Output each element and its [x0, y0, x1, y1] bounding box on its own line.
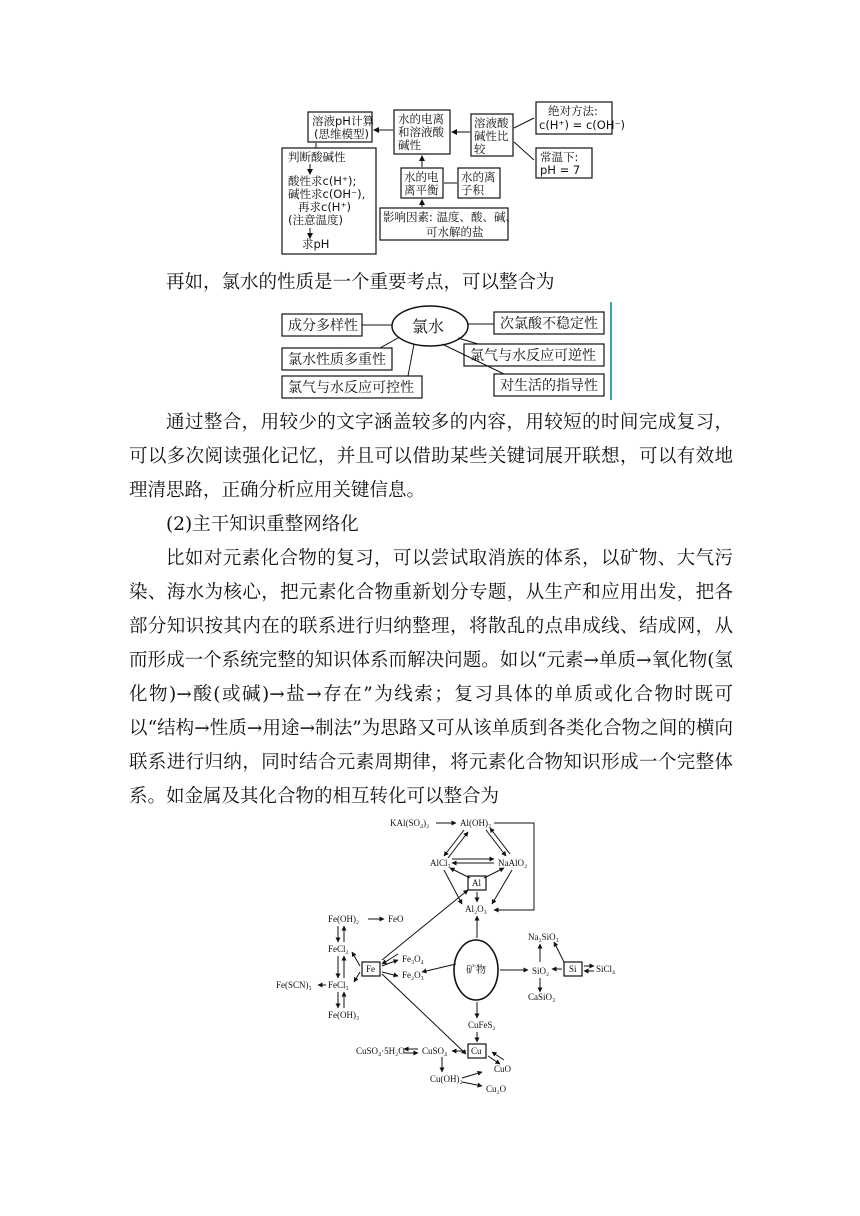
label-sicl4: SiCl₄ — [596, 964, 616, 974]
label-life-guidance: 对生活的指导性 — [500, 378, 598, 394]
label-cufes2: CuFeS₂ — [468, 1020, 496, 1030]
label-fe-scn3: Fe(SCN)₃ — [276, 980, 312, 990]
box-judge-line5: (注意温度) — [288, 213, 343, 227]
box-room-temp-line2: pH = 7 — [540, 163, 581, 177]
box-compare-line1: 溶液酸 — [474, 116, 509, 130]
label-cuso4-5h2o: CuSO₄·5H₂O — [356, 1046, 405, 1056]
chlorine-water-label: 氯水 — [412, 317, 445, 336]
label-property-multiplicity: 氯水性质多重性 — [288, 352, 386, 368]
label-cu: Cu — [471, 1046, 482, 1056]
box-ph-calc-line2: (思维模型) — [314, 127, 369, 141]
box-judge-line1: 判断酸碱性 — [288, 150, 346, 164]
box-ph-result: 求pH — [302, 237, 330, 251]
label-sio2: SiO₂ — [532, 966, 550, 976]
label-fe-oh2: Fe(OH)₂ — [328, 914, 360, 924]
box-water-ion-line3: 碱性 — [398, 138, 421, 152]
box-balance-line2: 离平衡 — [404, 183, 439, 197]
chlorine-intro-text: 再如，氯水的性质是一个重要考点，可以整合为 — [166, 272, 555, 293]
label-hclo-unstable: 次氯酸不稳定性 — [500, 316, 598, 332]
label-composition-diversity: 成分多样性 — [288, 318, 358, 334]
section-heading-network: (2)主干知识重整网络化 — [166, 514, 359, 535]
label-fecl2: FeCl₂ — [328, 944, 349, 954]
label-cuo: CuO — [494, 1064, 512, 1074]
metal-compound-network-diagram — [272, 814, 632, 1094]
box-compare-line2: 碱性比 — [474, 129, 509, 143]
label-fe: Fe — [366, 964, 375, 974]
label-na2sio3: Na₂SiO₃ — [528, 932, 559, 942]
label-fe2o3: Fe₂O₃ — [402, 970, 424, 980]
label-si: Si — [569, 964, 577, 974]
label-cuso4: CuSO₄ — [422, 1046, 448, 1056]
label-fe-oh3: Fe(OH)₃ — [328, 1010, 360, 1020]
box-absolute-line2: c(H⁺) = c(OH⁻) — [539, 118, 626, 132]
label-naalo2: NaAlO₂ — [498, 858, 528, 868]
label-cu-oh2: Cu(OH)₂ — [430, 1074, 463, 1084]
label-alcl3: AlCl₃ — [430, 858, 451, 868]
box-kw-line2: 子积 — [461, 183, 484, 197]
box-balance-line1: 水的电 — [404, 170, 439, 184]
box-judge-line2: 酸性求c(H⁺); — [288, 174, 357, 188]
label-feo: FeO — [388, 914, 404, 924]
label-reaction-controllable: 氯气与水反应可控性 — [288, 380, 414, 396]
box-kw-line1: 水的离 — [461, 170, 496, 184]
box-water-ion-line2: 和溶液酸 — [398, 125, 444, 139]
box-factors-line2: 可水解的盐 — [426, 225, 484, 239]
label-reaction-reversible: 氯气与水反应可逆性 — [470, 348, 596, 364]
box-absolute-line1: 绝对方法: — [548, 104, 598, 118]
label-al-oh3: Al(OH)₃ — [460, 818, 492, 828]
box-room-temp-line1: 常温下: — [540, 150, 579, 164]
label-fe3o4: Fe₃O₄ — [402, 954, 424, 964]
paragraph-integration-benefits: 通过整合，用较少的文字涵盖较多的内容，用较短的时间完成复习，可以多次阅读强化记忆，并且可以借助某些关键词展开联想，可以有效地理清思路，正确分析应用关键信息。 — [129, 412, 733, 501]
paragraph-element-compounds: 比如对元素化合物的复习，可以尝试取消族的体系，以矿物、大气污染、海水为核心，把元素化合物重新划分专题，从生产和应用出发，把各部分知识按其内在的联系进行归纳整理，将散乱的点串成线、结成网，从而形成一个系统完整的知识体系而解决问题。如以“元素→单质→氧化物(氢化物)→酸(或碱)→盐→存在”为线索；复习具体的单质或化合物时既可以“结构→性质→用途→制法”为思路又可从该单质到各类化合物之间的横向联系进行归纳，同时结合元素周期律，将元素化合物知识形成一个完整体系。如金属及其化合物的相互转化可以整合为 — [129, 548, 733, 807]
box-judge-line4: 再求c(H⁺) — [298, 200, 352, 214]
label-kal-so4: KAl(SO₄)₂ — [390, 818, 430, 828]
mineral-label: 矿物 — [466, 965, 486, 976]
box-water-ion-line1: 水的电离 — [398, 112, 444, 126]
box-ph-calc-line1: 溶液pH计算 — [312, 114, 374, 128]
label-cu2o: Cu₂O — [486, 1084, 507, 1094]
ph-thinking-model-diagram — [276, 98, 626, 258]
box-factors-line1: 影响因素: 温度、酸、碱、 — [383, 210, 518, 224]
box-judge-line3: 碱性求c(OH⁻), — [288, 187, 366, 201]
label-casio3: CaSiO₃ — [528, 992, 556, 1002]
label-al2o3: Al₂O₃ — [465, 904, 487, 914]
label-al: Al — [472, 878, 481, 888]
label-fecl3: FeCl₃ — [328, 980, 349, 990]
box-compare-line3: 较 — [474, 142, 486, 156]
chlorine-water-diagram — [268, 300, 613, 402]
